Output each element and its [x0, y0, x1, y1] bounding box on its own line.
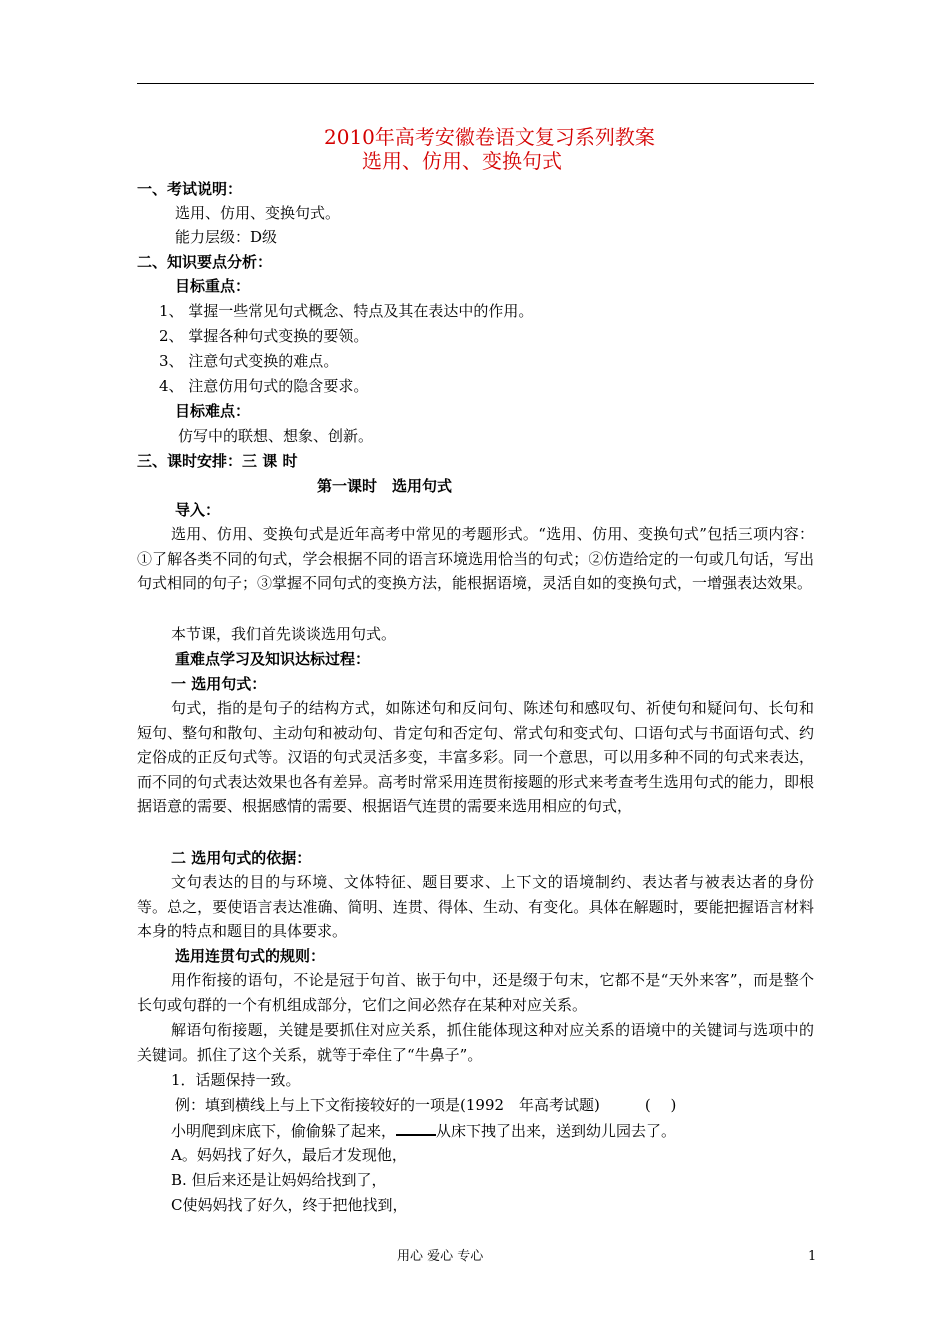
rule-1: 1．话题保持一致。 — [171, 1071, 301, 1089]
focus-item: 1、 掌握一些常见句式概念、特点及其在表达中的作用。 — [159, 302, 534, 320]
option-b: B. 但后来还是让妈妈给找到了， — [171, 1171, 387, 1189]
intro-heading: 导入： — [175, 501, 221, 519]
intro-line: 本节课，我们首先谈谈选用句式。 — [171, 625, 397, 643]
example-sentence-part-a: 小明爬到床底下，偷偷躲了起来， — [171, 1122, 397, 1140]
example-question: 例：填到横线上与上下文衔接较好的一项是(1992 年高考试题) ( ) — [175, 1096, 677, 1114]
example-sentence-part-b: 从床下拽了出来，送到幼儿园去了。 — [436, 1122, 677, 1140]
part-1-paragraph: 句式，指的是句子的结构方式，如陈述句和反问句、陈述句和感叹句、祈使句和疑问句、长句和短句、整句和散句、主动句和被动句、肯定句和否定句、常式句和变式句、口语句式与书面语句式、约定俗成的正反句式等。汉语的句式灵活多变，丰富多彩。同一个意思，可以用多种不同的句式来表达，而不同的句式表达效果也各有差异。高考时常采用连贯衔接题的形式来考查考生选用句式的能力，即根据语意的需要、根据感情的需要、根据语气连贯的需要来选用相应的句式， — [137, 699, 814, 815]
example-sentence — [171, 1120, 676, 1141]
exam-desc-line-2: 能力层级：D级 — [175, 228, 278, 246]
document-subtitle: 选用、仿用、变换句式 — [362, 149, 562, 173]
option-a: A。妈妈找了好久，最后才发现他， — [171, 1146, 407, 1164]
focus-item: 3、 注意句式变换的难点。 — [159, 352, 339, 370]
lesson-title: 第一课时 选用句式 — [317, 477, 453, 495]
part-2-heading: 二 选用句式的依据： — [171, 849, 312, 867]
difficulty-text: 仿写中的联想、想象、创新。 — [178, 427, 374, 445]
header-rule — [137, 83, 814, 84]
section-3-heading: 三、课时安排：三 课 时 — [137, 452, 298, 470]
fill-blank — [396, 1120, 436, 1136]
exam-desc-line-1: 选用、仿用、变换句式。 — [175, 204, 341, 222]
focus-heading: 目标重点： — [175, 277, 251, 295]
footer-motto: 用心 爱心 专心 — [397, 1249, 484, 1264]
section-1-heading: 一、考试说明： — [137, 180, 243, 198]
page-number: 1 — [808, 1249, 817, 1264]
difficulty-heading: 目标难点： — [175, 402, 251, 420]
part-3-heading: 选用连贯句式的规则： — [175, 947, 326, 965]
part-2-paragraph: 文句表达的目的与环境、文体特征、题目要求、上下文的语境制约、表达者与被表达者的身份等。总之，要使语言表达准确、简明、连贯、得体、生动、有变化。具体在解题时，要能把握语言材料本身的特点和题目的具体要求。 — [137, 873, 814, 940]
part-3-paragraph-1: 用作衔接的语句，不论是冠于句首、嵌于句中，还是缀于句末，它都不是“天外来客”，而是整个长句或句群的一个有机组成部分，它们之间必然存在某种对应关系。 — [137, 971, 814, 1014]
intro-paragraph: 选用、仿用、变换句式是近年高考中常见的考题形式。“选用、仿用、变换句式”包括三项内容：①了解各类不同的句式，学会根据不同的语言环境选用恰当的句式；②仿造给定的一句或几句话，写出句式相同的句子；③掌握不同句式的变换方法，能根据语境，灵活自如的变换句式，一增强表达效果。 — [137, 525, 814, 592]
part-3-paragraph-2: 解语句衔接题，关键是要抓住对应关系，抓住能体现这种对应关系的语境中的关键词与选项中的关键词。抓住了这个关系，就等于牵住了“牛鼻子”。 — [137, 1021, 814, 1064]
option-c: C使妈妈找了好久，终于把他找到， — [171, 1196, 408, 1214]
document-title: 2010年高考安徽卷语文复习系列教案 — [324, 125, 655, 149]
focus-item: 4、 注意仿用句式的隐含要求。 — [159, 377, 369, 395]
process-heading: 重难点学习及知识达标过程： — [175, 650, 371, 668]
part-1-heading: 一 选用句式： — [171, 675, 267, 693]
section-2-heading: 二、知识要点分析： — [137, 253, 273, 271]
focus-item: 2、 掌握各种句式变换的要领。 — [159, 327, 369, 345]
